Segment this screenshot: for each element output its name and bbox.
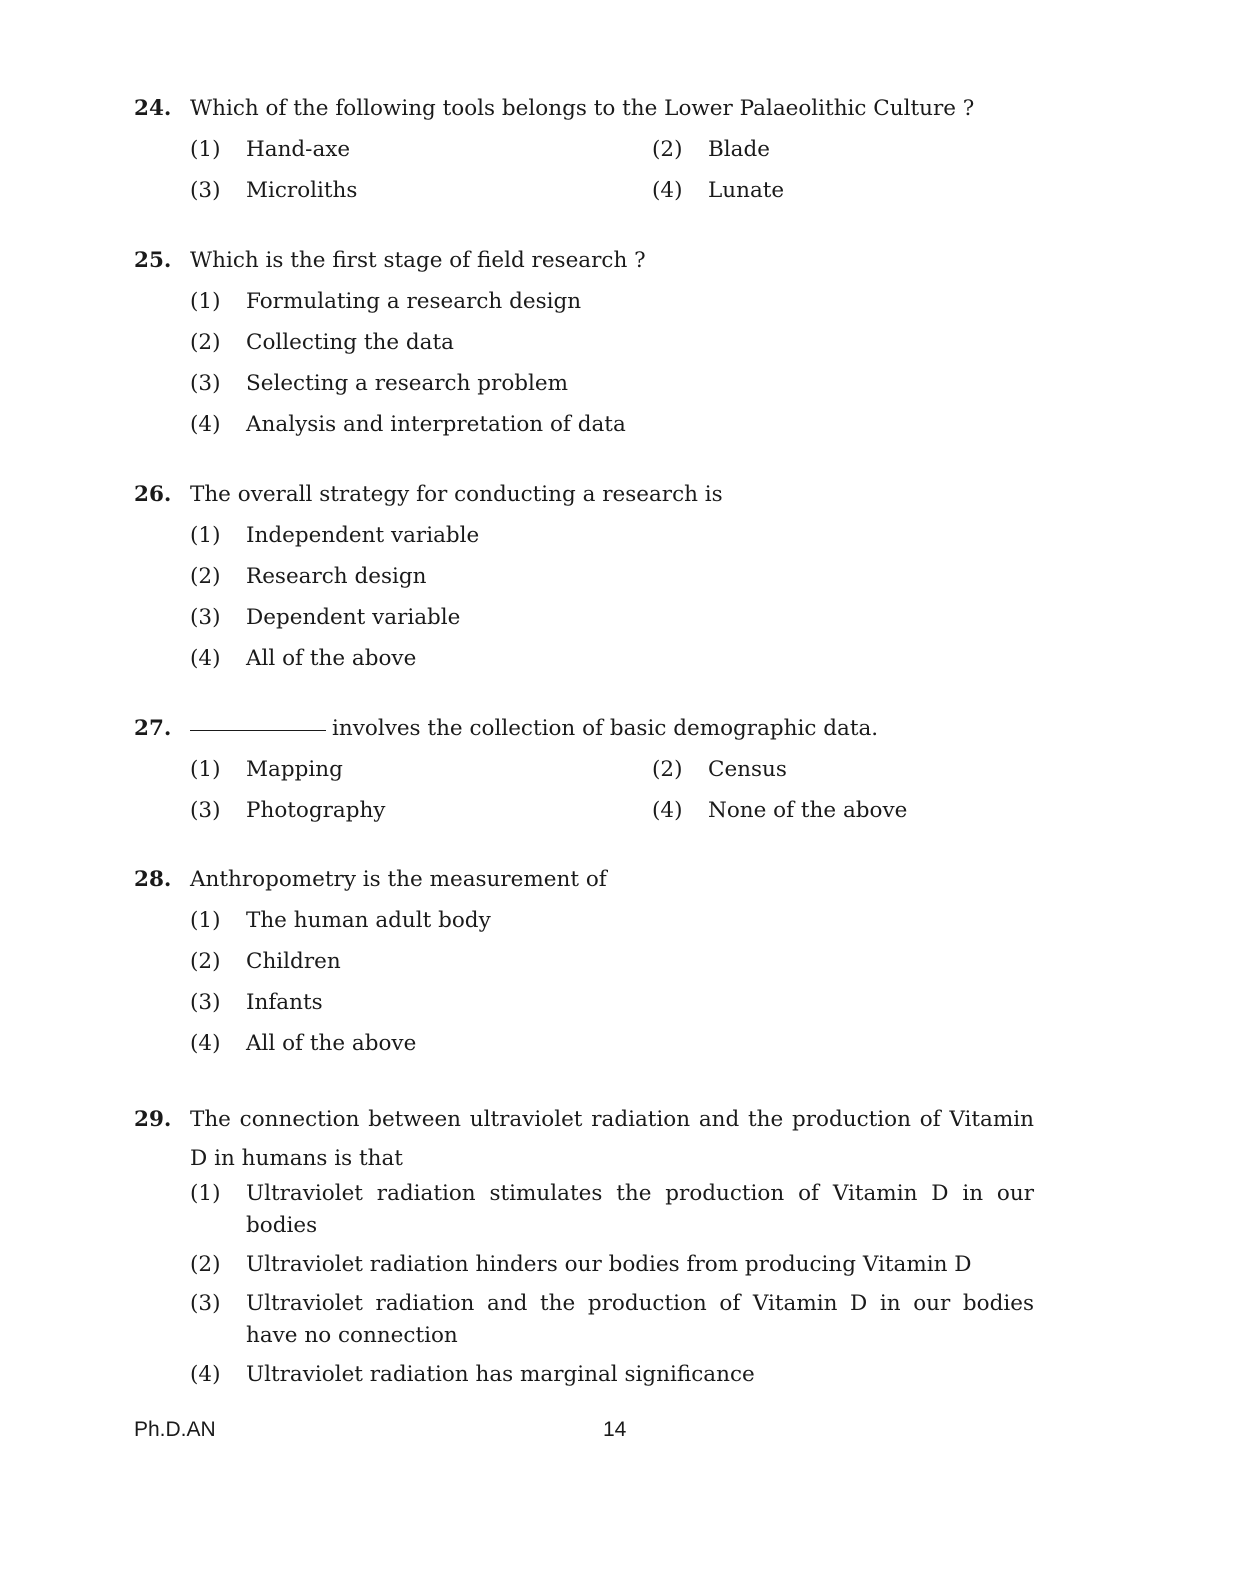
option-4[interactable]: [134, 412, 1034, 453]
option-3[interactable]: [190, 798, 652, 823]
option-1[interactable]: [134, 1178, 1034, 1242]
option-text: Hand-axe: [246, 137, 351, 162]
question-24: [134, 96, 1034, 219]
option-number: (3): [190, 371, 221, 396]
option-number: (3): [190, 1291, 221, 1316]
option-3[interactable]: [134, 605, 1034, 646]
question-number: 29.: [134, 1107, 172, 1132]
question-text: Anthropometry is the measurement of: [190, 867, 607, 892]
option-text: Ultraviolet radiation has marginal significance: [246, 1362, 755, 1387]
question-number: 24.: [134, 96, 172, 121]
option-number: (2): [190, 330, 221, 355]
question-25: [134, 248, 1034, 453]
option-number: (4): [190, 646, 221, 671]
option-3[interactable]: [134, 990, 1034, 1031]
option-text: Analysis and interpretation of data: [246, 412, 626, 437]
option-number: (3): [190, 990, 221, 1015]
page-number: 14: [603, 1418, 627, 1441]
option-text: Infants: [246, 990, 323, 1015]
question-27: [134, 716, 1034, 839]
option-text: Ultraviolet radiation and the production of Vitamin D in our bodies have no connection: [246, 1291, 1034, 1348]
option-1[interactable]: [190, 137, 652, 162]
option-1[interactable]: [134, 908, 1034, 949]
option-text: Selecting a research problem: [246, 371, 569, 396]
option-number: (4): [190, 1031, 221, 1056]
option-number: (2): [190, 564, 221, 589]
option-number: (1): [190, 289, 221, 314]
question-text: Which is the first stage of field research ?: [190, 248, 646, 273]
option-number: (4): [652, 798, 683, 823]
option-4[interactable]: [652, 798, 907, 823]
option-number: (2): [190, 949, 221, 974]
option-number: (1): [190, 757, 221, 782]
option-2[interactable]: [652, 137, 770, 162]
question-28: [134, 867, 1034, 1072]
question-text: Which of the following tools belongs to the Lower Palaeolithic Culture ?: [190, 96, 975, 121]
option-number: (3): [190, 798, 221, 823]
option-4[interactable]: [134, 1031, 1034, 1072]
question-text: The connection between ultraviolet radiation and the production of Vitamin D in humans is that: [190, 1107, 1034, 1171]
question-29: [134, 1100, 1034, 1398]
option-3[interactable]: [190, 178, 652, 203]
question-text: involves the collection of basic demographic data.: [332, 716, 879, 741]
option-text: Children: [246, 949, 341, 974]
option-text: Collecting the data: [246, 330, 454, 355]
question-number: 27.: [134, 716, 172, 741]
option-3[interactable]: [134, 1288, 1034, 1352]
option-text: All of the above: [246, 646, 417, 671]
option-text: Photography: [246, 798, 386, 823]
option-number: (4): [652, 178, 683, 203]
option-number: (4): [190, 412, 221, 437]
option-text: Ultraviolet radiation hinders our bodies from producing Vitamin D: [246, 1252, 972, 1277]
option-number: (3): [190, 605, 221, 630]
option-4[interactable]: [134, 1359, 1034, 1391]
option-number: (4): [190, 1362, 221, 1387]
question-number: 28.: [134, 867, 172, 892]
option-3[interactable]: [134, 371, 1034, 412]
option-4[interactable]: [652, 178, 784, 203]
option-number: (1): [190, 523, 221, 548]
option-text: Ultraviolet radiation stimulates the production of Vitamin D in our bodies: [246, 1181, 1034, 1238]
option-number: (1): [190, 137, 221, 162]
option-text: Blade: [708, 137, 770, 162]
question-26: [134, 482, 1034, 687]
option-number: (1): [190, 1181, 221, 1206]
option-2[interactable]: [134, 330, 1034, 371]
fill-in-blank: [190, 730, 326, 731]
option-number: (1): [190, 908, 221, 933]
option-2[interactable]: [134, 564, 1034, 605]
option-text: Formulating a research design: [246, 289, 582, 314]
question-text: The overall strategy for conducting a research is: [190, 482, 723, 507]
question-text-wrapper: [190, 716, 1034, 741]
option-number: (2): [190, 1252, 221, 1277]
option-text: Dependent variable: [246, 605, 461, 630]
question-number: 26.: [134, 482, 172, 507]
option-text: Census: [708, 757, 787, 782]
option-1[interactable]: [134, 289, 1034, 330]
option-text: Microliths: [246, 178, 358, 203]
option-text: Mapping: [246, 757, 343, 782]
option-number: (2): [652, 137, 683, 162]
option-2[interactable]: [134, 1249, 1034, 1281]
option-1[interactable]: [190, 757, 652, 782]
question-number: 25.: [134, 248, 172, 273]
option-number: (3): [190, 178, 221, 203]
option-2[interactable]: [134, 949, 1034, 990]
option-4[interactable]: [134, 646, 1034, 687]
option-text: Lunate: [708, 178, 785, 203]
option-text: Independent variable: [246, 523, 480, 548]
paper-code: Ph.D.AN: [134, 1418, 216, 1441]
option-1[interactable]: [134, 523, 1034, 564]
option-text: Research design: [246, 564, 427, 589]
option-number: (2): [652, 757, 683, 782]
option-text: All of the above: [246, 1031, 417, 1056]
option-text: None of the above: [708, 798, 908, 823]
option-text: The human adult body: [246, 908, 491, 933]
option-2[interactable]: [652, 757, 787, 782]
